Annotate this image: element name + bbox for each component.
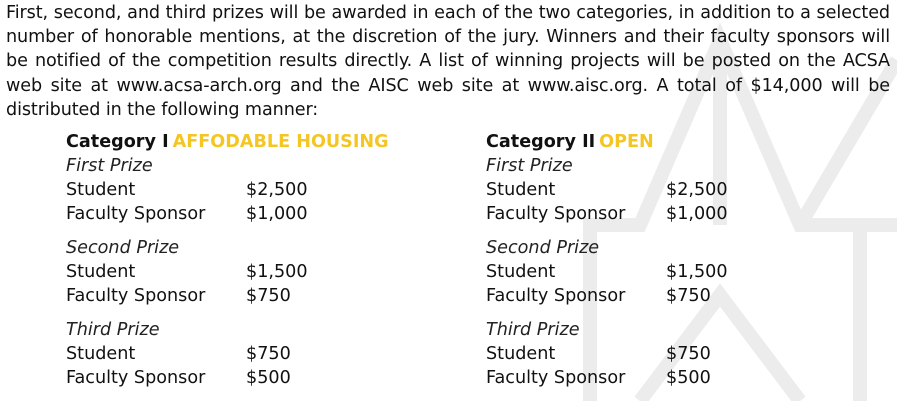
prize-role: Faculty Sponsor [486, 368, 626, 388]
prize-role: Student [486, 344, 556, 364]
prize-row [66, 202, 366, 226]
prize-role: Faculty Sponsor [66, 286, 206, 306]
first-prize-heading: First Prize [486, 156, 573, 176]
prize-row [66, 366, 366, 390]
prize-row [66, 284, 366, 308]
category-name: OPEN [599, 132, 654, 152]
prize-amount: $750 [666, 344, 711, 364]
category-name: AFFODABLE HOUSING [172, 132, 389, 152]
prize-amount: $2,500 [246, 180, 308, 200]
prize-row [486, 342, 786, 366]
prize-role: Student [66, 262, 136, 282]
prize-row [486, 202, 786, 226]
prize-role: Faculty Sponsor [66, 368, 206, 388]
prize-role: Student [66, 180, 136, 200]
prize-role: Student [486, 180, 556, 200]
prize-role: Faculty Sponsor [486, 204, 626, 224]
second-prize-heading: Second Prize [486, 238, 600, 258]
prize-role: Faculty Sponsor [486, 286, 626, 306]
intro-paragraph: First, second, and third prizes will be awarded in each of the two categories, in addition to a selected number of honorable mentions, at the discretion of the jury. Winners and their faculty sponsors will be notified of the competition results directly. A list of winning projects will be posted on the ACSA web site at www.acsa-arch.org and the AISC web site at www.aisc.org. A total of $14,000 will be distributed in the following manner: [6, 3, 890, 120]
prize-row [486, 284, 786, 308]
prize-role: Student [486, 262, 556, 282]
prize-amount: $1,000 [246, 204, 308, 224]
prize-row [66, 260, 366, 284]
prize-amount: $1,500 [666, 262, 728, 282]
category-title [486, 130, 786, 154]
prize-row [486, 366, 786, 390]
second-prize-heading: Second Prize [66, 238, 180, 258]
prize-role: Student [66, 344, 136, 364]
prize-amount: $500 [246, 368, 291, 388]
prize-row [486, 178, 786, 202]
prize-amount: $750 [666, 286, 711, 306]
prize-amount: $2,500 [666, 180, 728, 200]
prize-amount: $500 [666, 368, 711, 388]
prize-amount: $750 [246, 286, 291, 306]
prize-row [66, 342, 366, 366]
category-title [66, 130, 389, 154]
category-open [486, 130, 786, 390]
category-number: Category II [486, 132, 596, 152]
prize-amount: $1,000 [666, 204, 728, 224]
category-number: Category I [66, 132, 169, 152]
category-affordable-housing [66, 130, 389, 390]
prize-role: Faculty Sponsor [66, 204, 206, 224]
first-prize-heading: First Prize [66, 156, 153, 176]
prize-row [486, 260, 786, 284]
third-prize-heading: Third Prize [66, 320, 160, 340]
third-prize-heading: Third Prize [486, 320, 580, 340]
prize-row [66, 178, 366, 202]
prize-amount: $750 [246, 344, 291, 364]
prize-amount: $1,500 [246, 262, 308, 282]
